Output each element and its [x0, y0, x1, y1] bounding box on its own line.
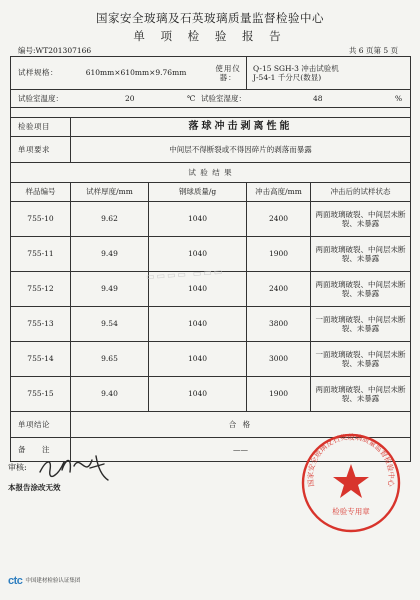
state: 两面玻璃破裂、中间层未断裂、未暴露 [311, 237, 411, 272]
table-row [11, 307, 411, 342]
sample-id: 755-12 [11, 272, 71, 307]
table-row [11, 377, 411, 412]
state: 一面玻璃破裂、中间层未断裂、未暴露 [311, 342, 411, 377]
height: 2400 [247, 202, 311, 237]
height: 1900 [247, 237, 311, 272]
brand-footer [8, 575, 80, 587]
spacer-row [11, 108, 411, 118]
remarks-value: —— [71, 438, 411, 462]
reviewer-signature-icon [36, 450, 116, 486]
humid-unit: % [395, 93, 403, 103]
height: 3000 [247, 342, 311, 377]
seal-bottom-text: 检验专用章 [332, 507, 370, 516]
seal-text: 国家安全玻璃及石英玻璃质量监督检验中心 [305, 432, 397, 488]
report-number: 编号:WT201307166 [18, 46, 92, 55]
height: 2400 [247, 272, 311, 307]
info-row-1 [11, 57, 411, 90]
item-value: 落球冲击剥离性能 [71, 118, 411, 137]
height: 1900 [247, 377, 311, 412]
sample-id: 755-10 [11, 202, 71, 237]
review-label: 审核: [8, 463, 27, 472]
sample-id: 755-13 [11, 307, 71, 342]
size-label: 试样规格： [18, 68, 58, 78]
col-sample-id: 样品编号 [11, 183, 71, 202]
thickness: 9.40 [71, 377, 149, 412]
thickness: 9.49 [71, 237, 149, 272]
col-state: 冲击后的试样状态 [311, 183, 411, 202]
results-title: 试 验 结 果 [11, 163, 411, 183]
thickness: 9.49 [71, 272, 149, 307]
item-label: 检验项目 [11, 118, 71, 137]
sample-id: 755-14 [11, 342, 71, 377]
table-row [11, 342, 411, 377]
faint-watermark: ▭▭▭▭ ▭▭▭ [145, 267, 225, 283]
humid-label: 试验室湿度： [201, 93, 246, 103]
req-label: 单项要求 [11, 137, 71, 163]
col-thickness: 试样厚度/mm [71, 183, 149, 202]
conclusion-value: 合 格 [71, 412, 411, 438]
test-item-row [11, 118, 411, 137]
col-mass: 钢球质量/g [149, 183, 247, 202]
mass: 1040 [149, 237, 247, 272]
tamper-note: 本报告涂改无效 [8, 483, 61, 492]
thickness: 9.54 [71, 307, 149, 342]
mass: 1040 [149, 342, 247, 377]
height: 3800 [247, 307, 311, 342]
instrument-line-2: J-54-1 千分尺(数显) [253, 73, 322, 82]
table-row [11, 202, 411, 237]
humid-value: 48 [313, 93, 323, 103]
sample-id: 755-15 [11, 377, 71, 412]
state: 两面玻璃破裂、中间层未断裂、未暴露 [311, 377, 411, 412]
table-row [11, 237, 411, 272]
temp-unit: ℃ [187, 93, 196, 103]
instrument-line-1: Q-15 SGH-3 冲击试验机 [253, 63, 339, 73]
inspection-seal-icon [296, 428, 406, 538]
section-title-row [11, 163, 411, 183]
report-title: 单 项 检 验 报 告 [133, 29, 287, 43]
req-value: 中间层不得断裂或不得因碎片的剥落而暴露 [71, 137, 411, 163]
org-name: 国家安全玻璃及石英玻璃质量监督检验中心 [96, 11, 324, 25]
temp-label: 试验室温度： [18, 93, 63, 103]
columns-row [11, 183, 411, 202]
thickness: 9.65 [71, 342, 149, 377]
brand-name [25, 578, 80, 584]
size-value: 610mm×610mm×9.76mm [85, 68, 187, 78]
temp-value: 20 [125, 93, 135, 103]
conclusion-label: 单项结论 [11, 412, 71, 438]
brand-logo: ctc [8, 575, 23, 587]
mass: 1040 [149, 377, 247, 412]
mass: 1040 [149, 307, 247, 342]
mass: 1040 [149, 202, 247, 237]
report-table [10, 56, 411, 462]
page-info: 共 6 页第 5 页 [348, 46, 398, 55]
mass: 1040 [149, 272, 247, 307]
brand-name-cn: 中国建材检验认证集团 [25, 577, 81, 584]
state: 一面玻璃破裂、中间层未断裂、未暴露 [311, 307, 411, 342]
remarks-label: 备 注 [11, 438, 71, 462]
thickness: 9.62 [71, 202, 149, 237]
col-height: 冲击高度/mm [247, 183, 311, 202]
state: 两面玻璃破裂、中间层未断裂、未暴露 [311, 202, 411, 237]
requirement-row [11, 137, 411, 163]
info-row-2 [11, 90, 411, 108]
state: 两面玻璃破裂、中间层未断裂、未暴露 [311, 272, 411, 307]
instrument-label: 使用仪器： [215, 63, 241, 82]
sample-id: 755-11 [11, 237, 71, 272]
